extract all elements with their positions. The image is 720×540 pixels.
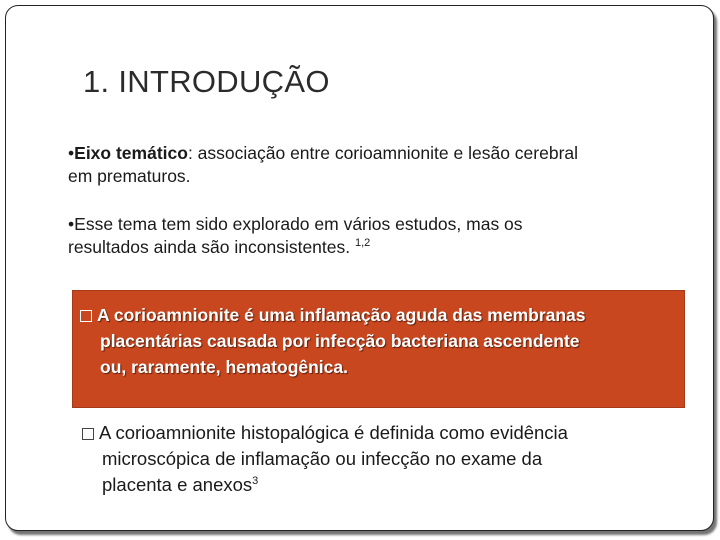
bullet-eixo-tematico (68, 142, 668, 188)
definition-line-1: A corioamnionite histopalógica é definida como evidência (99, 422, 568, 443)
checkbox-bullet-icon (82, 428, 94, 440)
definition-paragraph (82, 420, 692, 498)
bullet-text: : associação entre corioamnionite e lesão cerebral (187, 143, 579, 163)
bullet-text: Esse tema tem sido explorado em vários estudos, mas os (74, 214, 523, 234)
definition-line-2: microscópica de inflamação ou infecção no exame da (102, 448, 543, 469)
highlight-line-2: placentárias causada por infecção bacteriana ascendente (100, 331, 580, 351)
definition-line-3-text: placenta e anexos (102, 474, 253, 495)
bullet-marker: • (68, 143, 75, 163)
bullet-marker: • (68, 214, 75, 234)
highlight-line-3: ou, raramente, hematogênica. (100, 357, 348, 377)
highlight-line-1: A corioamnionite é uma inflamação aguda das membranas (97, 305, 586, 325)
checkbox-bullet-icon (80, 310, 92, 322)
highlight-text (80, 302, 690, 380)
definition-line-3 (82, 472, 692, 498)
bullet-text-cont: resultados ainda são inconsistentes. (68, 237, 355, 257)
bullet-tema-estudos (68, 213, 668, 259)
citation: 1,2 (354, 237, 371, 250)
slide-title: 1. INTRODUÇÃO (83, 64, 330, 99)
bullet-text-cont: em prematuros. (68, 166, 191, 186)
citation: 3 (252, 474, 259, 487)
bullet-label: Eixo temático (74, 143, 188, 163)
